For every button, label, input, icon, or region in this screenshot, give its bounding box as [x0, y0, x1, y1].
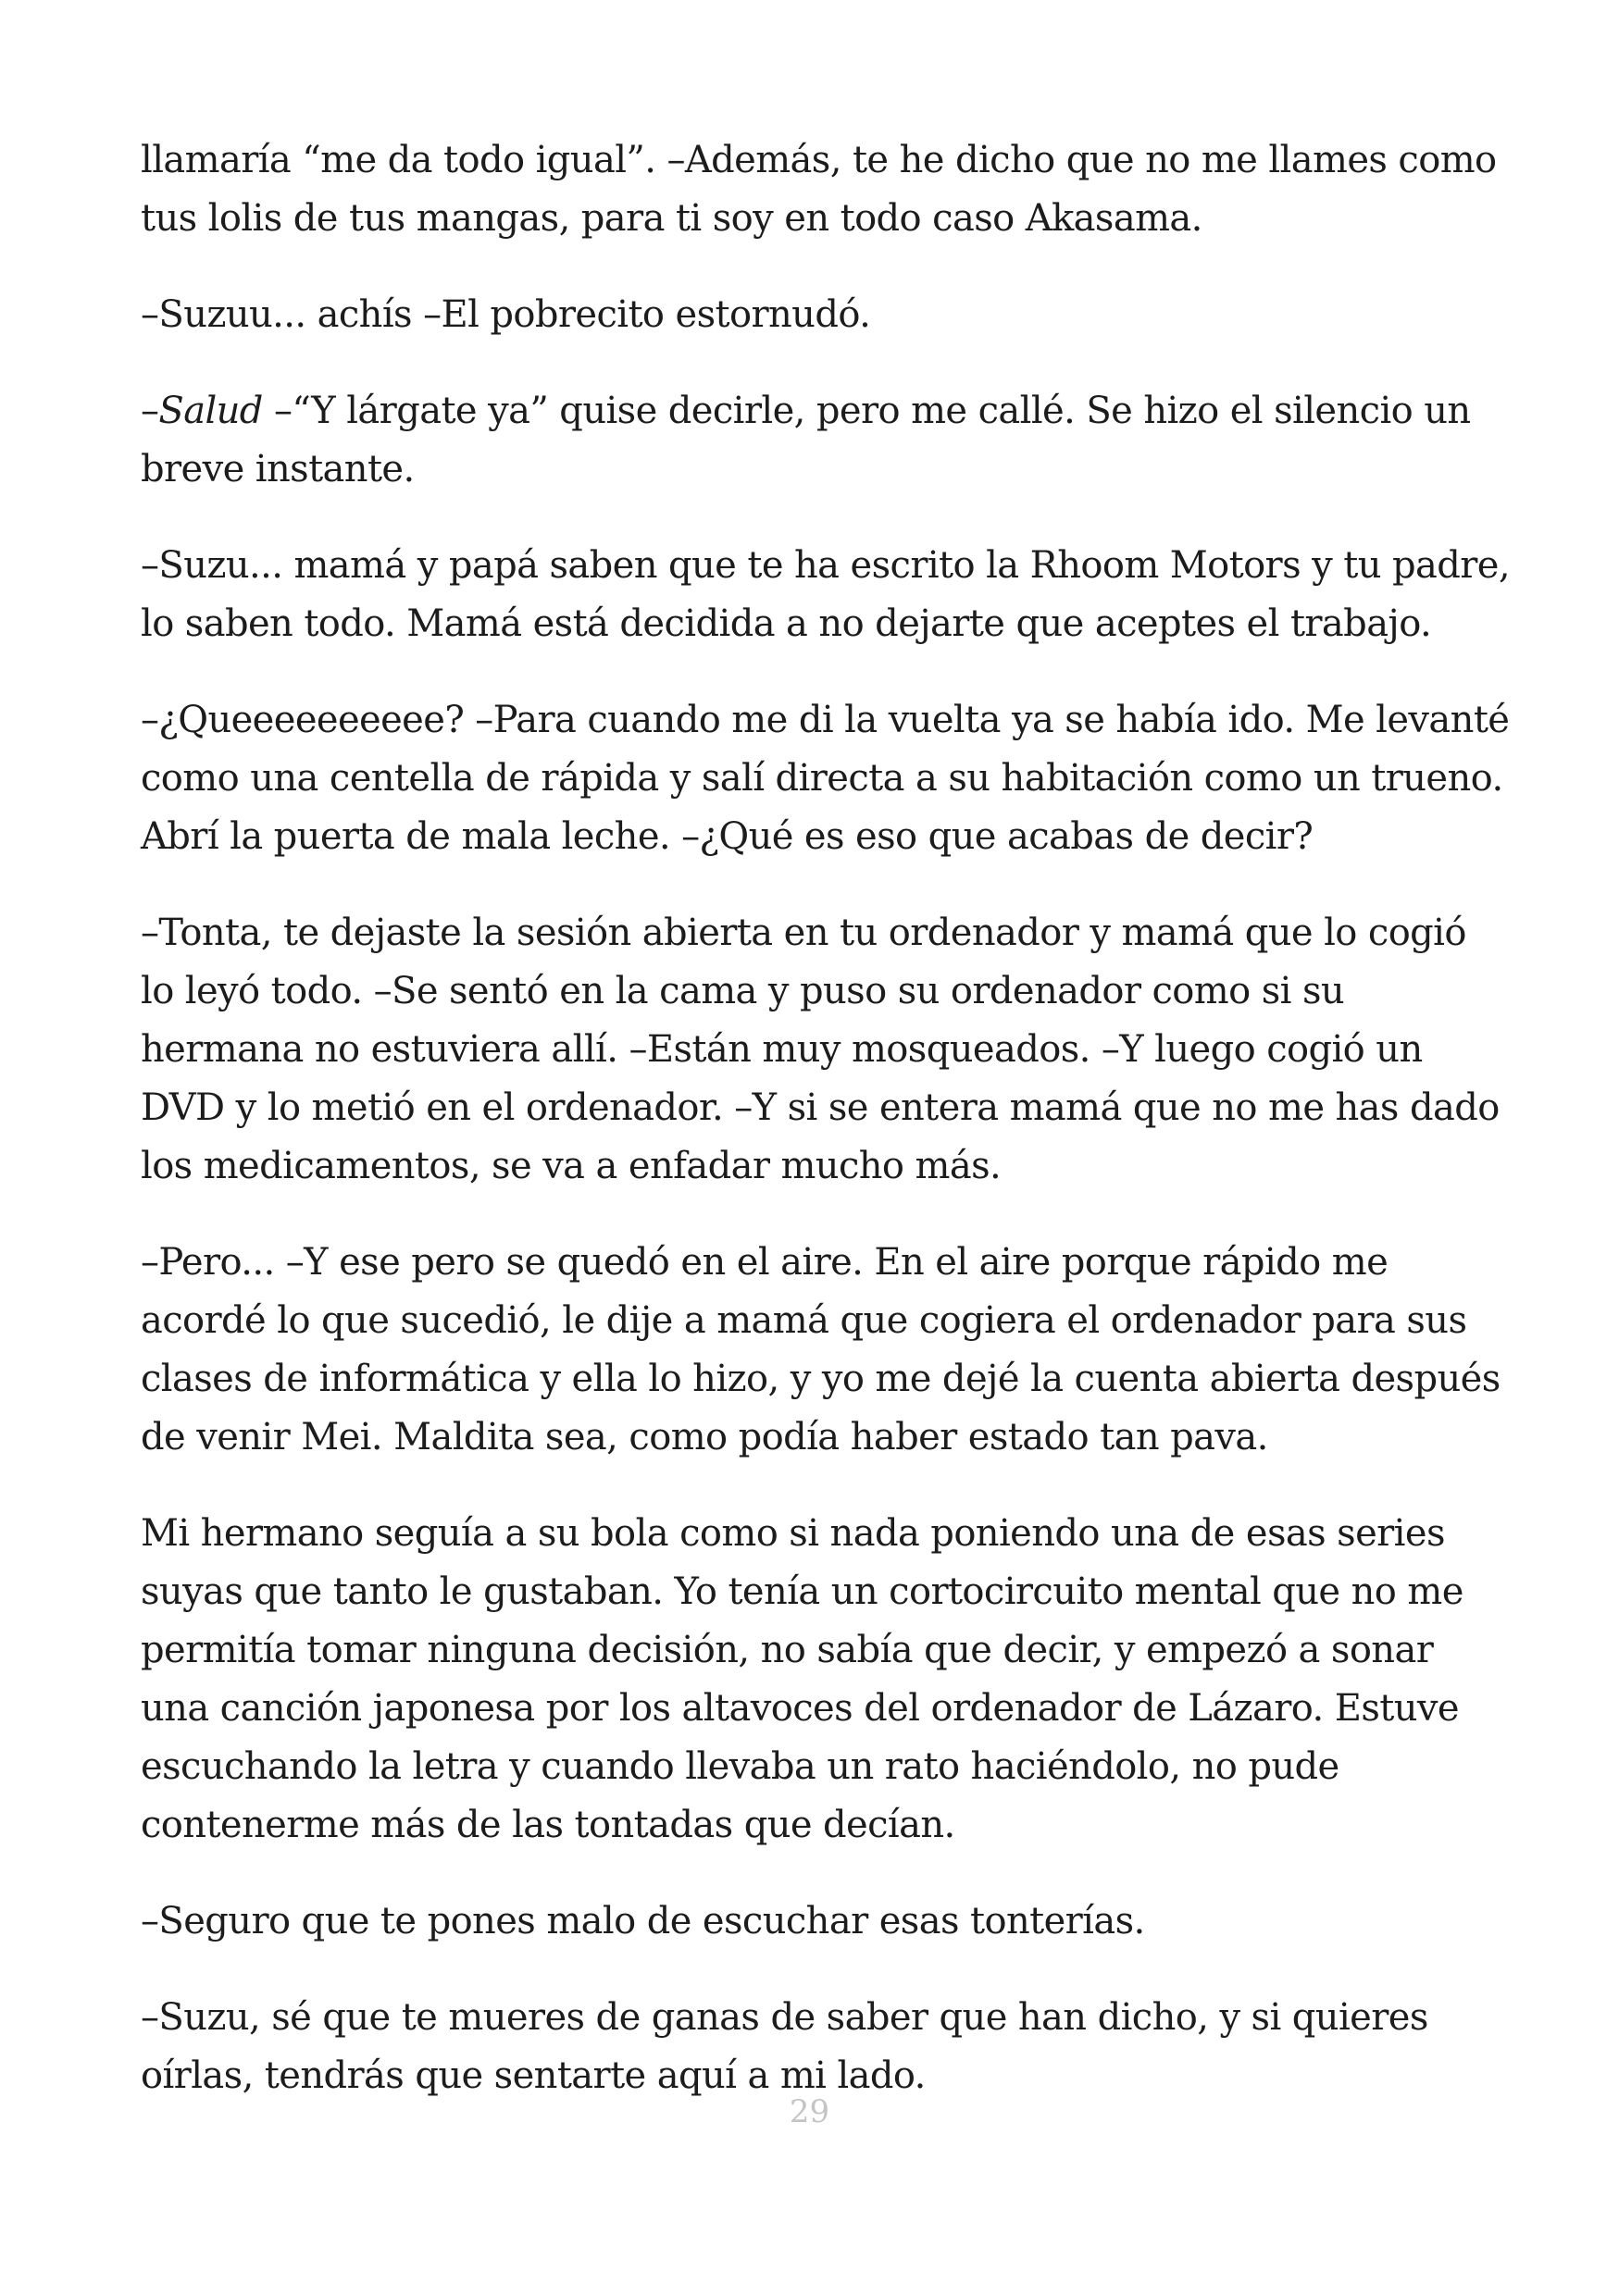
text-line: [141, 1234, 1492, 1292]
text-line: [141, 286, 1492, 344]
text-line: [141, 1505, 1492, 1563]
text-line: [141, 1621, 1492, 1680]
text-line: [141, 1680, 1492, 1738]
text-run: como una centella de rápida y salí directa a su habitación como un trueno.: [141, 757, 1503, 800]
text-line: [141, 190, 1492, 248]
text-run: –Pero... –Y ese pero se quedó en el aire. En el aire porque rápido me: [141, 1241, 1389, 1284]
text-line: [141, 1738, 1492, 1796]
text-run: suyas que tanto le gustaban. Yo tenía un cortocircuito mental que no me: [141, 1570, 1463, 1613]
text-run: los medicamentos, se va a enfadar mucho más.: [141, 1145, 1002, 1187]
text-line: [141, 382, 1492, 441]
text-run: –Suzuu... achís –El pobrecito estornudó.: [141, 293, 871, 336]
text-line: [141, 904, 1492, 962]
text-run: lo saben todo. Mamá está decidida a no dejarte que aceptes el trabajo.: [141, 602, 1432, 645]
paragraph: [141, 1989, 1492, 2105]
italic-text: Salud: [158, 390, 263, 432]
paragraph: [141, 691, 1510, 866]
paragraph: [141, 1893, 1492, 1951]
text-line: [141, 1292, 1492, 1350]
text-line: [141, 595, 1492, 653]
paragraph: [141, 1505, 1492, 1855]
text-run: tus lolis de tus mangas, para ti soy en todo caso Akasama.: [141, 197, 1202, 240]
text-run: –¿Queeeeeeeeee? –Para cuando me di la vuelta ya se había ido. Me levanté: [141, 699, 1510, 741]
text-run: acordé lo que sucedió, le dije a mamá que cogiera el ordenador para sus: [141, 1299, 1467, 1342]
text-line: [141, 1893, 1492, 1951]
text-line: [141, 1409, 1492, 1467]
text-run: de venir Mei. Maldita sea, como podía haber estado tan pava.: [141, 1416, 1268, 1458]
paragraph: [141, 382, 1492, 499]
paragraph: [141, 1234, 1501, 1467]
text-line: [141, 1563, 1492, 1621]
text-line: [141, 808, 1492, 866]
text-line: [141, 750, 1503, 808]
text-line: [141, 537, 1510, 595]
text-run: –Suzu, sé que te mueres de ganas de saber que han dicho, y si quieres: [141, 1996, 1428, 2039]
text-line: [141, 441, 1492, 499]
paragraph: [141, 286, 1492, 344]
text-run: clases de informática y ella lo hizo, y yo me dejé la cuenta abierta después: [141, 1358, 1501, 1400]
text-run: Abrí la puerta de mala leche. –¿Qué es eso que acabas de decir?: [141, 815, 1314, 858]
text-run: –Tonta, te dejaste la sesión abierta en tu ordenador y mamá que lo cogió: [141, 912, 1466, 954]
text-line: [141, 131, 1497, 190]
text-line: [141, 1989, 1492, 2047]
text-line: [141, 962, 1492, 1021]
paragraph: [141, 131, 1497, 248]
text-run: breve instante.: [141, 448, 415, 490]
text-run: oírlas, tendrás que sentarte aquí a mi lado.: [141, 2054, 926, 2097]
text-run: Mi hermano seguía a su bola como si nada poniendo una de esas series: [141, 1512, 1445, 1555]
text-run: hermana no estuviera allí. –Están muy mosqueados. –Y luego cogió un: [141, 1028, 1423, 1071]
text-line: [141, 691, 1510, 750]
text-line: [141, 1350, 1501, 1409]
paragraph: [141, 904, 1500, 1196]
text-run: –“Y lárgate ya” quise decirle, pero me callé. Se hizo el silencio un: [262, 390, 1471, 432]
text-line: [141, 1137, 1492, 1196]
text-line: [141, 1021, 1492, 1079]
text-run: permitía tomar ninguna decisión, no sabía que decir, y empezó a sonar: [141, 1629, 1434, 1671]
text-run: contenerme más de las tontadas que decían.: [141, 1804, 955, 1846]
text-run: –: [141, 390, 159, 432]
text-run: –Seguro que te pones malo de escuchar esas tonterías.: [141, 1900, 1145, 1942]
text-run: una canción japonesa por los altavoces del ordenador de Lázaro. Estuve: [141, 1687, 1459, 1730]
page-number: 29: [789, 2093, 830, 2130]
text-run: escuchando la letra y cuando llevaba un rato haciéndolo, no pude: [141, 1745, 1339, 1788]
text-line: [141, 1796, 1492, 1855]
paragraph: [141, 537, 1510, 653]
text-run: DVD y lo metió en el ordenador. –Y si se entera mamá que no me has dado: [141, 1086, 1500, 1129]
body-text: [141, 131, 1510, 2143]
text-line: [141, 1079, 1500, 1137]
text-run: lo leyó todo. –Se sentó en la cama y puso su ordenador como si su: [141, 970, 1345, 1012]
text-run: –Suzu... mamá y papá saben que te ha escrito la Rhoom Motors y tu padre,: [141, 544, 1510, 587]
text-run: llamaría “me da todo igual”. –Además, te he dicho que no me llames como: [141, 139, 1497, 181]
